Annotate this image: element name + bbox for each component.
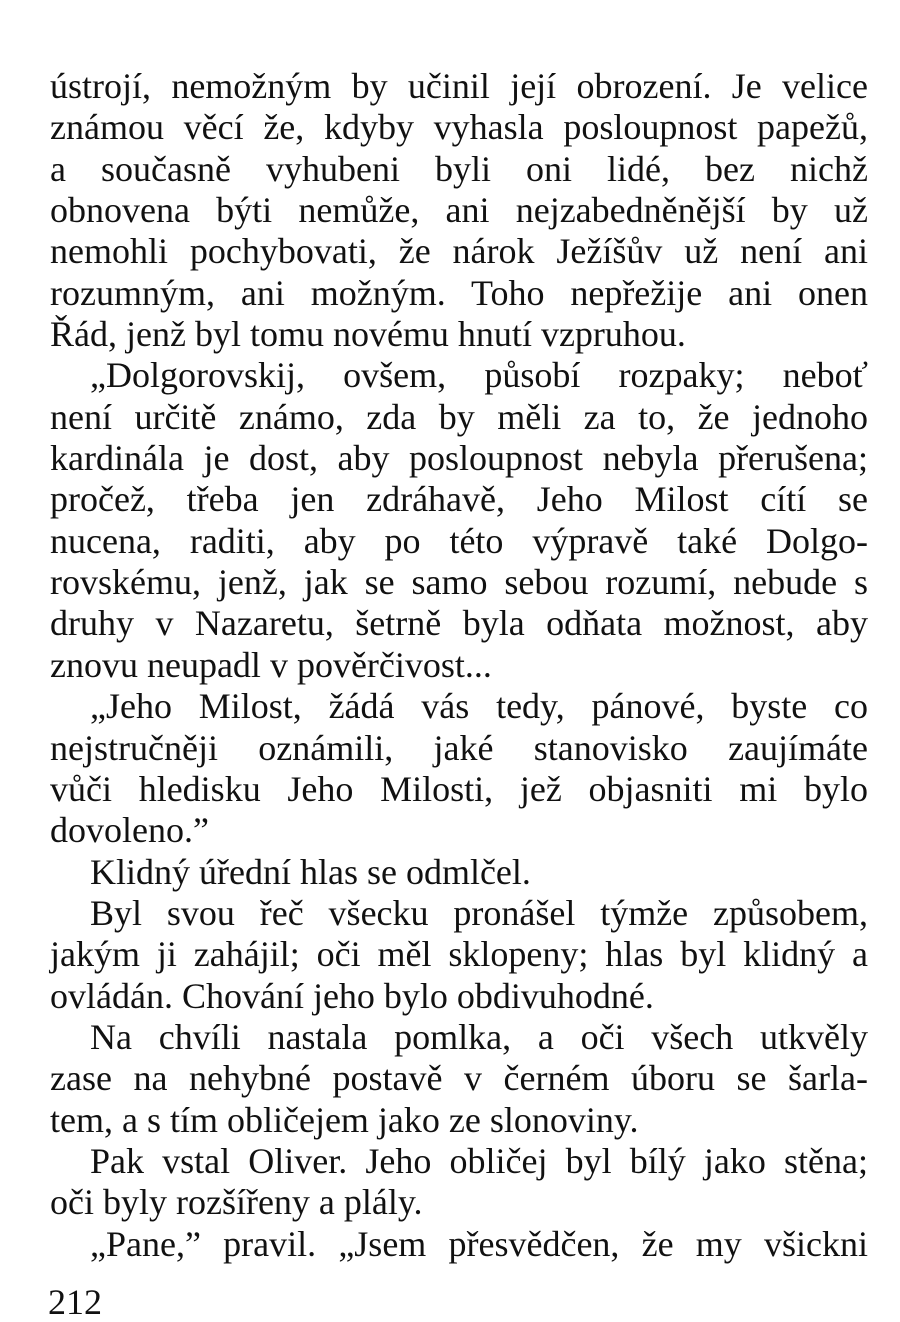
- text-line: druhy v Nazaretu, šetrně byla odňata možnost, aby: [50, 603, 868, 644]
- text-line: kardinála je dost, aby posloupnost nebyla přerušena;: [50, 438, 868, 479]
- text-line: znovu neupadl v pověrčivost...: [50, 644, 492, 685]
- text-line: Na chvíli nastala pomlka, a oči všech utkvěly: [90, 1016, 868, 1057]
- text-line: zase na nehybné postavě v černém úboru se šarla-: [50, 1058, 868, 1099]
- text-line: a současně vyhubeni byli oni lidé, bez nichž: [50, 148, 868, 189]
- text-line: Klidný úřední hlas se odmlčel.: [90, 851, 531, 892]
- text-line: „Dolgorovskij, ovšem, působí rozpaky; neboť: [90, 355, 868, 396]
- text-line: tem, a s tím obličejem jako ze slonoviny.: [50, 1099, 639, 1140]
- text-line: rozumným, ani možným. Toho nepřežije ani onen: [50, 272, 868, 313]
- text-line: Řád, jenž byl tomu novému hnutí vzpruhou.: [50, 314, 686, 355]
- text-line: oči byly rozšířeny a plály.: [50, 1182, 423, 1223]
- text-line: Byl svou řeč všecku pronášel týmže způsobem,: [90, 892, 868, 933]
- text-line: nejstručněji oznámili, jaké stanovisko zaujímáte: [50, 727, 868, 768]
- text-line: vůči hledisku Jeho Milosti, jež objasniti mi bylo: [50, 768, 868, 809]
- text-line: dovoleno.”: [50, 810, 209, 851]
- page-number: 212: [48, 1282, 102, 1322]
- text-line: pročež, třeba jen zdráhavě, Jeho Milost cítí se: [50, 479, 868, 520]
- text-line: jakým ji zahájil; oči měl sklopeny; hlas byl klidný a: [50, 934, 868, 975]
- page-text: [50, 66, 868, 1265]
- text-line: ovládán. Chování jeho bylo obdivuhodné.: [50, 975, 654, 1016]
- text-line: nemohli pochybovati, že nárok Ježíšův už není ani: [50, 231, 868, 272]
- text-line: není určitě známo, zda by měli za to, že jednoho: [50, 396, 868, 437]
- text-line: Pak vstal Oliver. Jeho obličej byl bílý jako stěna;: [90, 1140, 868, 1181]
- text-line: ústrojí, nemožným by učinil její obrození. Je velice: [50, 66, 868, 106]
- text-line: obnovena býti nemůže, ani nejzabedněnější by už: [50, 190, 868, 231]
- text-line: známou věcí že, kdyby vyhasla posloupnost papežů,: [50, 107, 868, 148]
- text-line: „Pane,” pravil. „Jsem přesvědčen, že my všickni: [90, 1223, 868, 1264]
- text-line: nucena, raditi, aby po této výpravě také Dolgo-: [50, 520, 868, 561]
- text-line: „Jeho Milost, žádá vás tedy, pánové, byste co: [90, 686, 868, 727]
- text-line: rovskému, jenž, jak se samo sebou rozumí, nebude s: [50, 562, 868, 603]
